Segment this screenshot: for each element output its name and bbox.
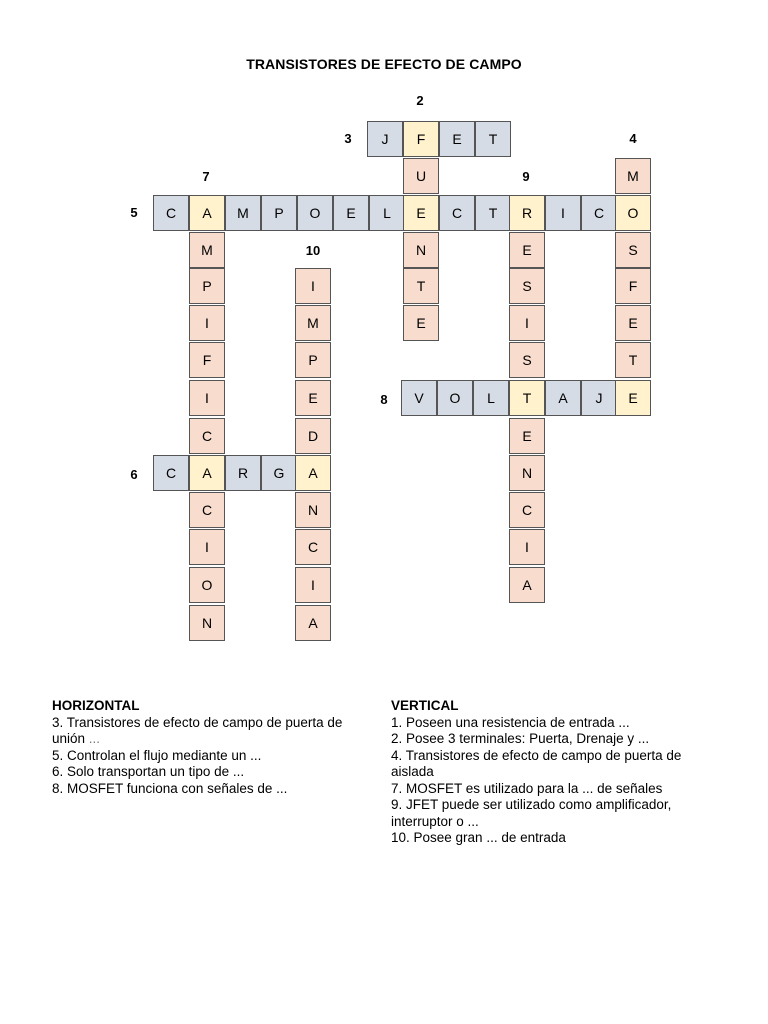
- clue-number-10: 10: [305, 242, 321, 258]
- grid-cell-down: C: [509, 492, 545, 528]
- grid-cell-down: P: [295, 342, 331, 378]
- grid-cell-across: L: [369, 195, 405, 231]
- grid-cell-down: T: [615, 342, 651, 378]
- grid-cell-down: I: [295, 268, 331, 304]
- clue-number-3: 3: [344, 130, 352, 146]
- grid-cell-across: L: [473, 380, 509, 416]
- clue-v-10: 10. Posee gran ... de entrada: [391, 830, 566, 845]
- clue-v-1: 1. Poseen una resistencia de entrada ...: [391, 714, 630, 730]
- grid-cell-down: P: [189, 268, 225, 304]
- grid-cell-down: S: [615, 232, 651, 268]
- grid-cell-intersection: A: [189, 195, 225, 231]
- grid-cell-down: N: [403, 232, 439, 268]
- grid-cell-down: E: [295, 380, 331, 416]
- grid-cell-down: M: [189, 232, 225, 268]
- vertical-clues: [391, 698, 701, 847]
- clue-h-3: [52, 715, 362, 748]
- grid-cell-across: T: [475, 195, 511, 231]
- grid-cell-down: S: [509, 342, 545, 378]
- grid-cell-across: E: [333, 195, 369, 231]
- grid-cell-down: D: [295, 418, 331, 454]
- grid-cell-down: O: [189, 567, 225, 603]
- page-title: TRANSISTORES DE EFECTO DE CAMPO: [246, 56, 522, 72]
- clue-number-4: 4: [629, 130, 637, 146]
- grid-cell-across: I: [545, 195, 581, 231]
- clue-number-2: 2: [416, 92, 424, 108]
- grid-cell-down: C: [189, 418, 225, 454]
- clue-number-8: 8: [380, 391, 388, 407]
- clue-h-3-dots: ...: [85, 731, 101, 746]
- grid-cell-across: R: [225, 455, 261, 491]
- horizontal-heading: HORIZONTAL: [52, 698, 140, 713]
- grid-cell-across: P: [261, 195, 297, 231]
- grid-cell-down: N: [295, 492, 331, 528]
- grid-cell-down: A: [509, 567, 545, 603]
- grid-cell-down: I: [509, 529, 545, 565]
- grid-cell-across: J: [367, 121, 403, 157]
- clue-number-5: 5: [130, 204, 138, 220]
- grid-cell-down: T: [403, 268, 439, 304]
- grid-cell-down: I: [509, 305, 545, 341]
- grid-cell-across: A: [545, 380, 581, 416]
- grid-cell-down: E: [509, 232, 545, 268]
- horizontal-clues: [52, 698, 362, 797]
- grid-cell-down: F: [189, 342, 225, 378]
- grid-cell-across: C: [581, 195, 617, 231]
- clue-h-8: 8. MOSFET funciona con señales de ...: [52, 780, 288, 796]
- grid-cell-across: M: [225, 195, 261, 231]
- grid-cell-across: G: [261, 455, 297, 491]
- grid-cell-across: V: [401, 380, 437, 416]
- grid-cell-down: U: [403, 158, 439, 194]
- grid-cell-down: N: [509, 455, 545, 491]
- clue-h-5: 5. Controlan el flujo mediante un ...: [52, 747, 262, 763]
- clue-v-4: 4. Transistores de efecto de campo de puerta de aislada: [391, 747, 682, 779]
- clue-number-7: 7: [202, 168, 210, 184]
- grid-cell-down: I: [189, 305, 225, 341]
- grid-cell-across: C: [153, 455, 189, 491]
- clue-h-6: 6. Solo transportan un tipo de ...: [52, 764, 245, 779]
- grid-cell-across: J: [581, 380, 617, 416]
- grid-cell-down: I: [189, 529, 225, 565]
- grid-cell-intersection: R: [509, 195, 545, 231]
- grid-cell-down: C: [189, 492, 225, 528]
- grid-cell-intersection: F: [403, 121, 439, 157]
- grid-cell-down: N: [189, 605, 225, 641]
- grid-cell-down: M: [295, 305, 331, 341]
- grid-cell-across: E: [439, 121, 475, 157]
- grid-cell-across: T: [475, 121, 511, 157]
- clue-v-9: 9. JFET puede ser utilizado como amplificador, interruptor o ...: [391, 797, 672, 829]
- grid-cell-down: M: [615, 158, 651, 194]
- grid-cell-across: C: [153, 195, 189, 231]
- grid-cell-intersection: A: [295, 455, 331, 491]
- grid-cell-intersection: A: [189, 455, 225, 491]
- grid-cell-across: O: [297, 195, 333, 231]
- grid-cell-intersection: T: [509, 380, 545, 416]
- grid-cell-down: S: [509, 268, 545, 304]
- clue-h-3-text: 3. Transistores de efecto de campo de puerta de unión: [52, 714, 343, 746]
- grid-cell-down: E: [403, 305, 439, 341]
- clue-number-6: 6: [130, 466, 138, 482]
- grid-cell-across: C: [439, 195, 475, 231]
- grid-cell-intersection: E: [615, 380, 651, 416]
- vertical-heading: VERTICAL: [391, 698, 459, 713]
- grid-cell-down: F: [615, 268, 651, 304]
- grid-cell-across: O: [437, 380, 473, 416]
- grid-cell-intersection: E: [403, 195, 439, 231]
- grid-cell-down: E: [615, 305, 651, 341]
- grid-cell-down: A: [295, 605, 331, 641]
- grid-cell-down: I: [189, 380, 225, 416]
- grid-cell-down: E: [509, 418, 545, 454]
- grid-cell-down: I: [295, 567, 331, 603]
- grid-cell-down: C: [295, 529, 331, 565]
- grid-cell-intersection: O: [615, 195, 651, 231]
- clue-number-9: 9: [522, 168, 530, 184]
- clue-v-7: 7. MOSFET es utilizado para la ... de señales: [391, 780, 663, 796]
- clue-v-2: 2. Posee 3 terminales: Puerta, Drenaje y ...: [391, 731, 650, 746]
